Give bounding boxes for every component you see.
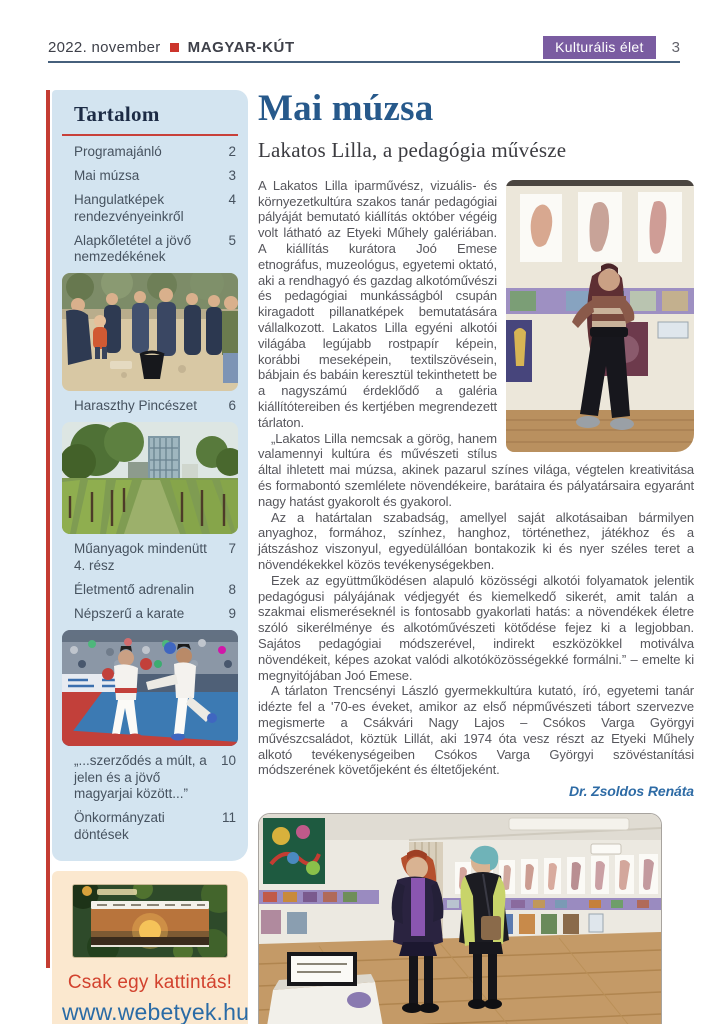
lakatos-lilla-gallery-portrait-photo <box>506 180 694 452</box>
page-number: 3 <box>671 39 680 56</box>
toc-item <box>74 398 236 415</box>
toc-item-label: Haraszthy Pincészet <box>74 398 198 414</box>
toc-item-page: 4 <box>228 191 236 207</box>
toc-item-page: 7 <box>228 541 236 557</box>
gallery-visitors-photo <box>258 813 662 1024</box>
toc-item-page: 10 <box>220 752 236 768</box>
issue-date: 2022. november <box>48 39 161 56</box>
toc-item-page: 11 <box>221 810 236 826</box>
toc-item <box>74 168 236 185</box>
toc-item <box>74 810 236 844</box>
toc-item-label: Műanyagok mindenütt 4. rész <box>74 541 207 573</box>
toc-item-label: Mai múzsa <box>74 167 140 183</box>
article-paragraph: Ezek az együttműködésen alapuló közösségi alkotói folyamatok jelentik pedagógusi pályájának védjegyét és kiemelkedő sikerét, amit talán a szakmai elismeréseknél is fontosabb gyakorlati hatás: a növendékek életre szóló sikerélménye és alkotóművészeti kötődése fejez ki a legjobban. Sajátos pedagógiai módszerével, indirekt eszközökkel motiválva növendékeit, képes azokat valódi alkotóközösségekké formálni.” – emelte ki megnyitójában Joó Emese. <box>258 572 694 683</box>
red-square-bullet-icon <box>170 43 179 52</box>
toc-item-label: „...szerződés a múlt, a jelen és a jövő magyarjai között...” <box>74 752 207 802</box>
main-article <box>258 90 694 1024</box>
header-left <box>48 39 295 56</box>
webetyek-website-thumbnail <box>72 884 228 958</box>
article-title: Mai múzsa <box>258 88 434 129</box>
toc-item <box>74 582 236 599</box>
toc-item <box>74 233 236 267</box>
toc-item <box>74 606 236 623</box>
toc-item-page: 8 <box>228 581 236 597</box>
section-badge: Kulturális élet <box>543 36 656 59</box>
toc-item <box>74 753 236 804</box>
toc-item-label: Alapkőletétel a jövő nemzedékének <box>74 232 192 265</box>
article-paragraph: A Lakatos Lilla iparművész, vizuális- és környezetkultúra szakos tanár pedagógiai pályáját bemutató kiállítás október végéig volt látható az Etyeki Műhely galériában. A kiállítás kurátora Joó Emese etnográfus, muzeológus, egyetemi oktató, aki a rendhagyó és gazdag alkotóművészi és pedagógiai munkásságból csupán kiragadott pillanatképek bemutatására vállalkozott. Lakatos Lilla egyéni alkotói világába legújabb rostpapír képein, korábbi meseképein, textilszövésein, bábjain és babáin keresztül tekinthetett be a nagyszámú érdeklődő a galéria kiállítótereiben és kertjében megrendezett tárlaton. <box>258 177 497 430</box>
toc-item <box>74 541 236 575</box>
sidebar-accent-bar <box>46 90 50 968</box>
promo-box <box>52 871 248 1024</box>
toc-item-page: 3 <box>228 167 236 183</box>
toc-item-label: Önkormányzati döntések <box>74 810 165 843</box>
article-body <box>258 178 694 800</box>
vineyard-winery-photo <box>62 422 238 534</box>
article-subtitle: Lakatos Lilla, a pedagógia művésze <box>258 137 567 162</box>
toc-item-page: 6 <box>228 398 236 414</box>
toc-item-page: 9 <box>228 605 236 621</box>
karate-match-photo <box>62 630 238 746</box>
article-paragraph: Az a határtalan szabadság, amellyel saját alkotásaiban bármilyen anyaghoz, formához, színhez, hanghoz, történethez, játékhoz és a játszáshoz viszonyul, egyedülállóan bontakozik ki és nyer széles teret a növendékekkel közös tevékenységekben. <box>258 509 694 572</box>
article-paragraph: „Lakatos Lilla nemcsak a görög, hanem valamennyi kultúra és művészeti stílus által ihletett mai múzsa, akinek pazarul színes világa, végtelen kreativitása és formabontó szemlélete növendékeire, barátaira és pályatársaira egyaránt nagy hatást gyakorolt és gyakorol. <box>258 430 694 509</box>
header-right <box>543 36 680 59</box>
promo-tagline: Csak egy kattintás! <box>67 972 233 993</box>
toc-item-label: Életmentő adrenalin <box>74 581 195 597</box>
toc-title: Tartalom <box>62 102 238 136</box>
toc-item-label: Népszerű a karate <box>74 605 185 621</box>
toc-item <box>74 192 236 226</box>
toc-box <box>52 90 248 861</box>
sidebar <box>46 90 248 1024</box>
toc-item-page: 5 <box>228 232 236 248</box>
page-header <box>48 36 680 59</box>
toc-item-label: Hangulatképek rendezvényeinkről <box>74 191 184 224</box>
article-paragraph: A tárlaton Trencsényi László gyermekkultúra kutató, író, egyetemi tanár idézte fel a '70-es éveket, amikor az első népművészeti tábort szervezve megismerte a Csákvári Nagy Lajos – Csókos Varga Györgyi művészcsaládot, köztük Lillát, aki 1974 óta vesz részt az Etyeki Műhely alkotó tevékenységeiben Csókos Varga Györgyi szövéstanítási módszerének követőjeként és éltetőjeként. <box>258 683 694 778</box>
groundbreaking-ceremony-photo <box>62 273 238 391</box>
publication-name: MAGYAR-KÚT <box>187 39 295 56</box>
toc-item <box>74 144 236 161</box>
toc-item-page: 2 <box>228 144 236 159</box>
toc-item-label: Programajánló <box>74 144 162 159</box>
header-divider <box>48 61 680 63</box>
article-byline: Dr. Zsoldos Renáta <box>568 783 694 800</box>
promo-url-link[interactable]: www.webetyek.hu <box>62 999 250 1024</box>
